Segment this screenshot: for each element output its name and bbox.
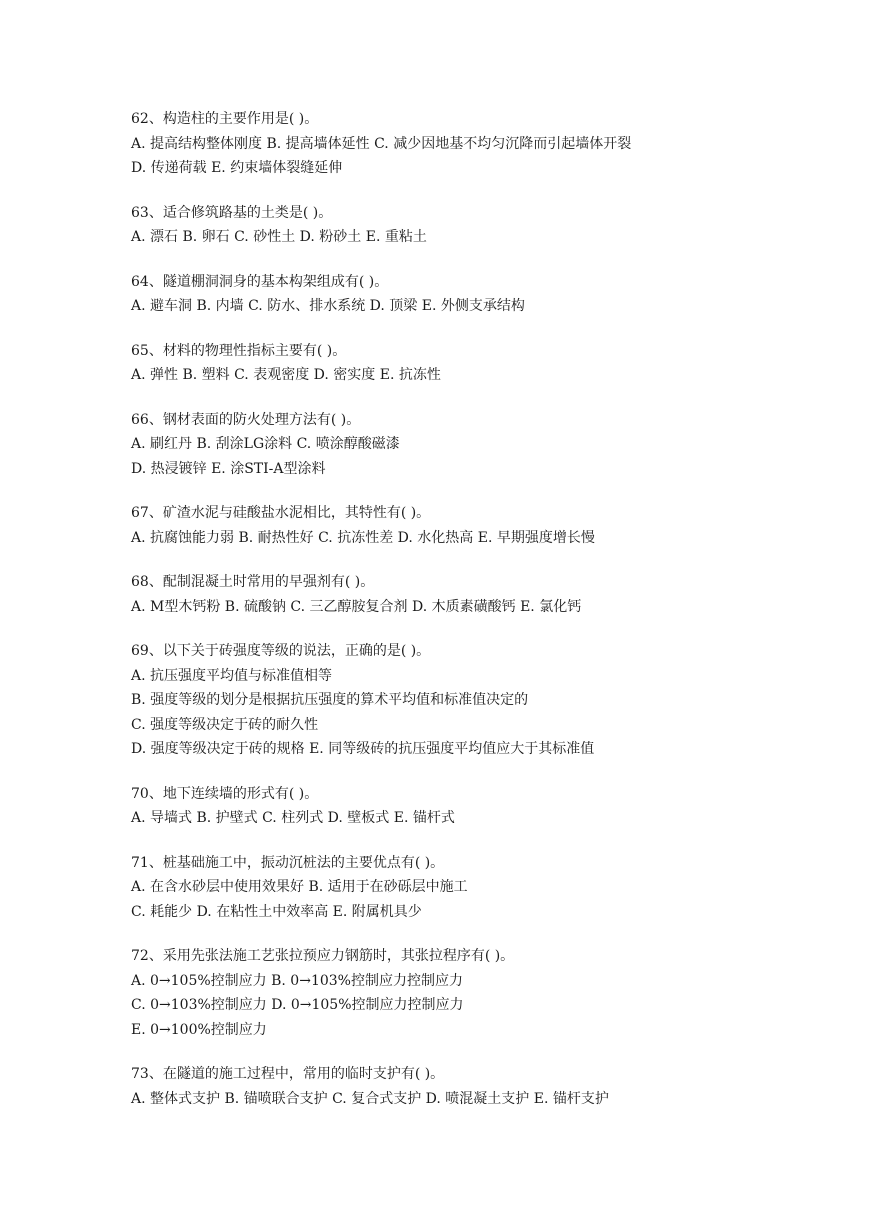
- question-stem: 72、采用先张法施工艺张拉预应力钢筋时，其张拉程序有( )。: [131, 948, 515, 964]
- question-options-line: D. 强度等级决定于砖的规格 E. 同等级砖的抗压强度平均值应大于其标准值: [131, 741, 595, 757]
- question-options-line: C. 0→103%控制应力 D. 0→105%控制应力控制应力: [131, 997, 464, 1013]
- question-options-line: A. 提高结构整体刚度 B. 提高墙体延性 C. 减少因地基不均匀沉降而引起墙体开裂: [131, 135, 632, 152]
- question-list: [131, 107, 771, 1131]
- question-item: [131, 501, 771, 550]
- question-options-line: A. 漂石 B. 卵石 C. 砂性土 D. 粉砂土 E. 重粘土: [131, 229, 427, 245]
- question-stem: 73、在隧道的施工过程中，常用的临时支护有( )。: [131, 1066, 445, 1082]
- question-item: [131, 339, 771, 388]
- question-options-line: A. 0→105%控制应力 B. 0→103%控制应力控制应力: [131, 972, 463, 989]
- question-stem: 70、地下连续墙的形式有( )。: [131, 785, 319, 802]
- question-options-line: A. 抗腐蚀能力弱 B. 耐热性好 C. 抗冻性差 D. 水化热高 E. 早期强度增长慢: [131, 529, 595, 546]
- question-options-line: E. 0→100%控制应力: [131, 1021, 267, 1038]
- question-stem: 64、隧道棚洞洞身的基本构架组成有( )。: [131, 273, 389, 290]
- question-options-line: A. 在含水砂层中使用效果好 B. 适用于在砂砾层中施工: [131, 879, 468, 895]
- question-item: [131, 201, 771, 250]
- question-item: [131, 107, 771, 181]
- question-item: [131, 570, 771, 619]
- question-options-line: A. 刷红丹 B. 刮涂LG涂料 C. 喷涂醇酸磁漆: [131, 436, 400, 452]
- question-stem: 71、桩基础施工中，振动沉桩法的主要优点有( )。: [131, 854, 445, 871]
- question-options-line: A. M型木钙粉 B. 硫酸钠 C. 三乙醇胺复合剂 D. 木质素磺酸钙 E. 氯化钙: [131, 598, 582, 615]
- question-item: [131, 851, 771, 925]
- question-item: [131, 944, 771, 1042]
- question-item: [131, 1062, 771, 1111]
- question-options-line: D. 传递荷载 E. 约束墙体裂缝延伸: [131, 160, 343, 176]
- question-stem: 69、以下关于砖强度等级的说法，正确的是( )。: [131, 643, 431, 659]
- question-item: [131, 782, 771, 831]
- question-stem: 62、构造柱的主要作用是( )。: [131, 111, 319, 127]
- question-options-line: C. 强度等级决定于砖的耐久性: [131, 716, 319, 733]
- question-item: [131, 639, 771, 762]
- question-item: [131, 270, 771, 319]
- question-item: [131, 408, 771, 482]
- question-stem: 65、材料的物理性指标主要有( )。: [131, 342, 347, 359]
- question-options-line: C. 耗能少 D. 在粘性土中效率高 E. 附属机具少: [131, 903, 422, 920]
- question-options-line: A. 导墙式 B. 护壁式 C. 柱列式 D. 壁板式 E. 锚杆式: [131, 810, 455, 826]
- question-options-line: A. 抗压强度平均值与标准值相等: [131, 667, 333, 684]
- question-options-line: A. 弹性 B. 塑料 C. 表观密度 D. 密实度 E. 抗冻性: [131, 367, 441, 383]
- question-options-line: D. 热浸镀锌 E. 涂STI-A型涂料: [131, 460, 326, 477]
- question-stem: 63、适合修筑路基的土类是( )。: [131, 204, 333, 221]
- question-stem: 67、矿渣水泥与硅酸盐水泥相比，其特性有( )。: [131, 505, 431, 521]
- question-options-line: A. 整体式支护 B. 锚喷联合支护 C. 复合式支护 D. 喷混凝土支护 E. 锚杆支护: [131, 1090, 609, 1107]
- question-stem: 68、配制混凝土时常用的早强剂有( )。: [131, 574, 375, 590]
- question-stem: 66、钢材表面的防火处理方法有( )。: [131, 411, 361, 428]
- question-options-line: B. 强度等级的划分是根据抗压强度的算术平均值和标准值决定的: [131, 692, 529, 708]
- question-options-line: A. 避车洞 B. 内墙 C. 防水、排水系统 D. 顶梁 E. 外侧支承结构: [131, 298, 525, 314]
